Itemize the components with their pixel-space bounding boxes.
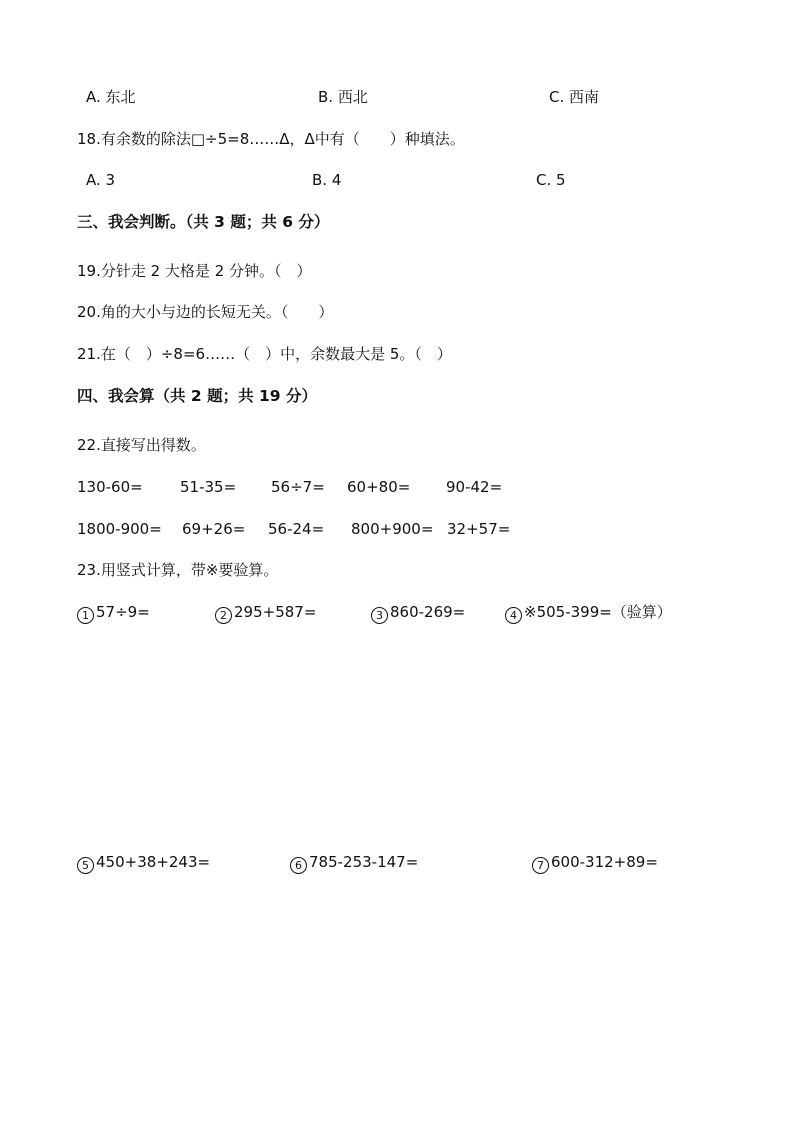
q17-option-c: C. 西南 — [549, 88, 600, 106]
q23-item — [215, 600, 316, 624]
q21-text: 21.在（ ）÷8=6……（ ）中，余数最大是 5。（ ） — [77, 345, 452, 363]
q18-options-row — [0, 168, 794, 192]
q20-text: 20.角的大小与边的长短无关。（ ） — [77, 303, 334, 321]
q23-stem: 23.用竖式计算，带※要验算。 — [77, 561, 279, 579]
q19-row — [0, 259, 794, 283]
q22-item: 32+57= — [447, 520, 511, 538]
circled-number: 5 — [77, 857, 94, 874]
q21-row — [0, 342, 794, 366]
q18-stem-row — [0, 127, 794, 151]
q23-stem-row — [0, 558, 794, 582]
q22-stem-row — [0, 433, 794, 457]
q23-expr: 295+587= — [234, 603, 317, 621]
q17-option-a: A. 东北 — [86, 88, 136, 106]
q22-item: 60+80= — [347, 478, 411, 496]
q22-stem: 22.直接写出得数。 — [77, 436, 206, 454]
circled-number: 1 — [77, 607, 94, 624]
q23-item — [371, 600, 465, 624]
q23-expr: ※505-399=（验算） — [524, 603, 672, 621]
q22-row1 — [0, 475, 794, 499]
q23-item — [532, 850, 658, 874]
q22-item: 800+900= — [351, 520, 434, 538]
q23-expr: 57÷9= — [96, 603, 150, 621]
section3-heading: 三、我会判断。（共 3 题；共 6 分） — [77, 213, 330, 231]
q22-item: 90-42= — [446, 478, 503, 496]
q23-item — [290, 850, 418, 874]
q23-expr: 785-253-147= — [309, 853, 419, 871]
circled-number: 6 — [290, 857, 307, 874]
q18-stem: 18.有余数的除法□÷5=8……Δ，Δ中有（ ）种填法。 — [77, 130, 465, 148]
q23-expr: 450+38+243= — [96, 853, 211, 871]
section4-heading-row — [0, 384, 794, 408]
q17-options-row — [0, 85, 794, 109]
q22-item: 56÷7= — [271, 478, 325, 496]
q22-item: 69+26= — [182, 520, 246, 538]
circled-number: 3 — [371, 607, 388, 624]
q23-item — [77, 600, 150, 624]
q23-item — [505, 600, 672, 624]
q22-item: 130-60= — [77, 478, 143, 496]
q18-option-b: B. 4 — [312, 171, 342, 189]
q23-expr: 860-269= — [390, 603, 466, 621]
q23-expr: 600-312+89= — [551, 853, 658, 871]
q22-item: 56-24= — [268, 520, 325, 538]
circled-number: 4 — [505, 607, 522, 624]
q23-row1 — [0, 600, 794, 624]
q17-option-b: B. 西北 — [318, 88, 368, 106]
q22-item: 1800-900= — [77, 520, 162, 538]
q19-text: 19.分针走 2 大格是 2 分钟。（ ） — [77, 262, 312, 280]
section3-heading-row — [0, 210, 794, 234]
circled-number: 7 — [532, 857, 549, 874]
q23-item — [77, 850, 210, 874]
circled-number: 2 — [215, 607, 232, 624]
q18-option-a: A. 3 — [86, 171, 116, 189]
q18-option-c: C. 5 — [536, 171, 566, 189]
section4-heading: 四、我会算（共 2 题；共 19 分） — [77, 387, 317, 405]
q20-row — [0, 300, 794, 324]
q23-row2 — [0, 850, 794, 874]
q22-item: 51-35= — [180, 478, 237, 496]
q22-row2 — [0, 517, 794, 541]
